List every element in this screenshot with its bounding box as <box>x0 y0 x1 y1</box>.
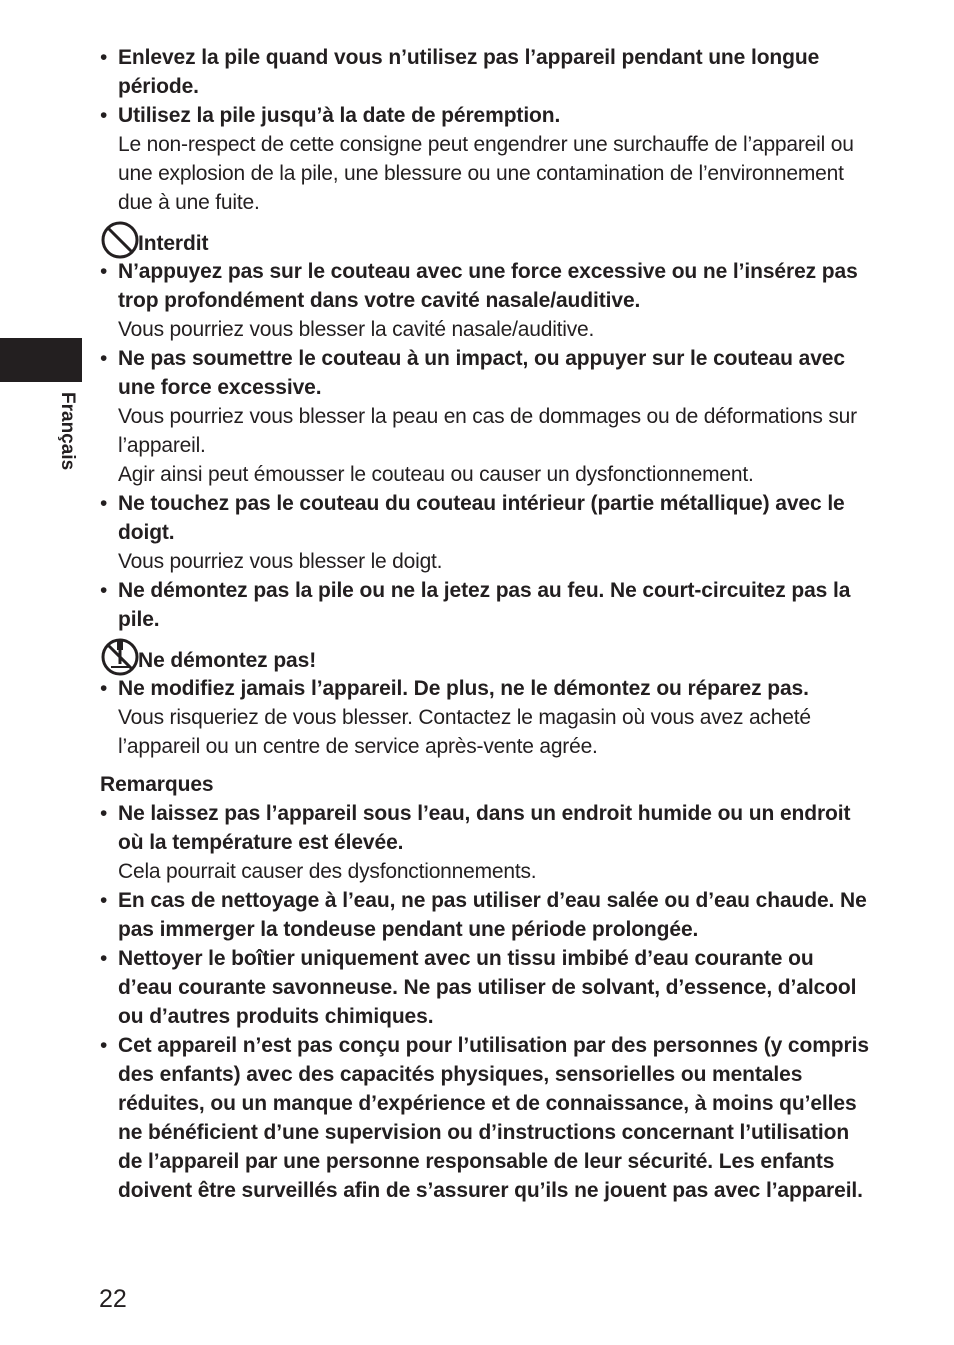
bullet: • <box>100 1034 108 1057</box>
no-disassembly-icon <box>100 637 140 677</box>
list-item <box>100 799 870 886</box>
item-bold-text: Nettoyer le boîtier uniquement avec un tissu imbibé d’eau courante ou d’eau courante savonneuse. Ne pas utiliser de solvant, d’essence, d’alcool ou d’autres produits chimiques. <box>118 947 857 1028</box>
item-normal-text: Le non-respect de cette consigne peut engendrer une surchauffe de l’appareil ou une explosion de la pile, une blessure ou une contamination de l’environnement due à une fuite. <box>118 133 854 214</box>
interdit-list <box>100 257 870 634</box>
item-bold-text: Ne démontez pas la pile ou ne la jetez pas au feu. Ne court-circuitez pas la pile. <box>118 579 851 631</box>
list-item <box>100 257 870 344</box>
language-tab-marker <box>0 338 82 382</box>
no-disassembly-list <box>100 674 870 761</box>
item-normal-text: Vous pourriez vous blesser la cavité nasale/auditive. <box>118 318 595 341</box>
item-bold-text: Ne pas soumettre le couteau à un impact, ou appuyer sur le couteau avec une force excessive. <box>118 347 845 399</box>
list-item <box>100 489 870 576</box>
page-number: 22 <box>99 1285 127 1313</box>
bullet: • <box>100 802 108 825</box>
item-bold-text: Ne laissez pas l’appareil sous l’eau, dans un endroit humide ou un endroit où la température est élevée. <box>118 802 851 854</box>
warnings-top-list <box>100 43 870 217</box>
item-normal-text: Cela pourrait causer des dysfonctionnements. <box>118 860 537 883</box>
list-item <box>100 674 870 761</box>
interdit-heading <box>100 218 870 257</box>
bullet: • <box>100 260 108 283</box>
no-disassembly-heading <box>100 635 870 674</box>
page-content <box>100 43 870 1205</box>
remarks-heading: Remarques <box>100 773 214 796</box>
bullet: • <box>100 677 108 700</box>
bullet: • <box>100 104 108 127</box>
prohibited-icon <box>100 220 140 260</box>
item-bold-text: Ne touchez pas le couteau du couteau intérieur (partie métallique) avec le doigt. <box>118 492 845 544</box>
item-bold-text: En cas de nettoyage à l’eau, ne pas utiliser d’eau salée ou d’eau chaude. Ne pas immerger la tondeuse pendant une période prolongée. <box>118 889 867 941</box>
interdit-heading-text: Interdit <box>138 232 209 255</box>
bullet: • <box>100 579 108 602</box>
item-bold-text: Utilisez la pile jusqu’à la date de péremption. <box>118 104 561 127</box>
item-normal-text: Vous risqueriez de vous blesser. Contactez le magasin où vous avez acheté l’appareil ou un centre de service après-vente agrée. <box>118 706 811 758</box>
list-item <box>100 43 870 101</box>
language-label: Français <box>57 392 78 471</box>
remarks-list <box>100 799 870 1205</box>
bullet: • <box>100 492 108 515</box>
list-item <box>100 101 870 217</box>
no-disassembly-heading-text: Ne démontez pas! <box>138 649 317 672</box>
list-item <box>100 344 870 489</box>
bullet: • <box>100 46 108 69</box>
list-item <box>100 576 870 634</box>
item-bold-text: N’appuyez pas sur le couteau avec une force excessive ou ne l’insérez pas trop profondément dans votre cavité nasale/auditive. <box>118 260 858 312</box>
item-bold-text: Enlevez la pile quand vous n’utilisez pas l’appareil pendant une longue période. <box>118 46 820 98</box>
list-item <box>100 944 870 1031</box>
list-item <box>100 1031 870 1205</box>
list-item <box>100 886 870 944</box>
item-bold-text: Ne modifiez jamais l’appareil. De plus, ne le démontez ou réparez pas. <box>118 677 809 700</box>
item-bold-text: Cet appareil n’est pas conçu pour l’utilisation par des personnes (y compris des enfants) avec des capacités physiques, sensorielles ou mentales réduites, ou un manque d’expérience et de connaissance, à moins qu’elles ne bénéficient d’une supervision ou d’instructions concernant l’utilisation de l’appareil par une personne responsable de leur sécurité. Les enfants doivent être surveillés afin de s’assurer qu’ils ne jouent pas avec l’appareil. <box>118 1034 869 1202</box>
bullet: • <box>100 347 108 370</box>
bullet: • <box>100 947 108 970</box>
item-normal-text: Agir ainsi peut émousser le couteau ou causer un dysfonctionnement. <box>118 463 754 486</box>
bullet: • <box>100 889 108 912</box>
item-normal-text: Vous pourriez vous blesser le doigt. <box>118 550 443 573</box>
item-normal-text: Vous pourriez vous blesser la peau en cas de dommages ou de déformations sur l’appareil. <box>118 405 857 457</box>
